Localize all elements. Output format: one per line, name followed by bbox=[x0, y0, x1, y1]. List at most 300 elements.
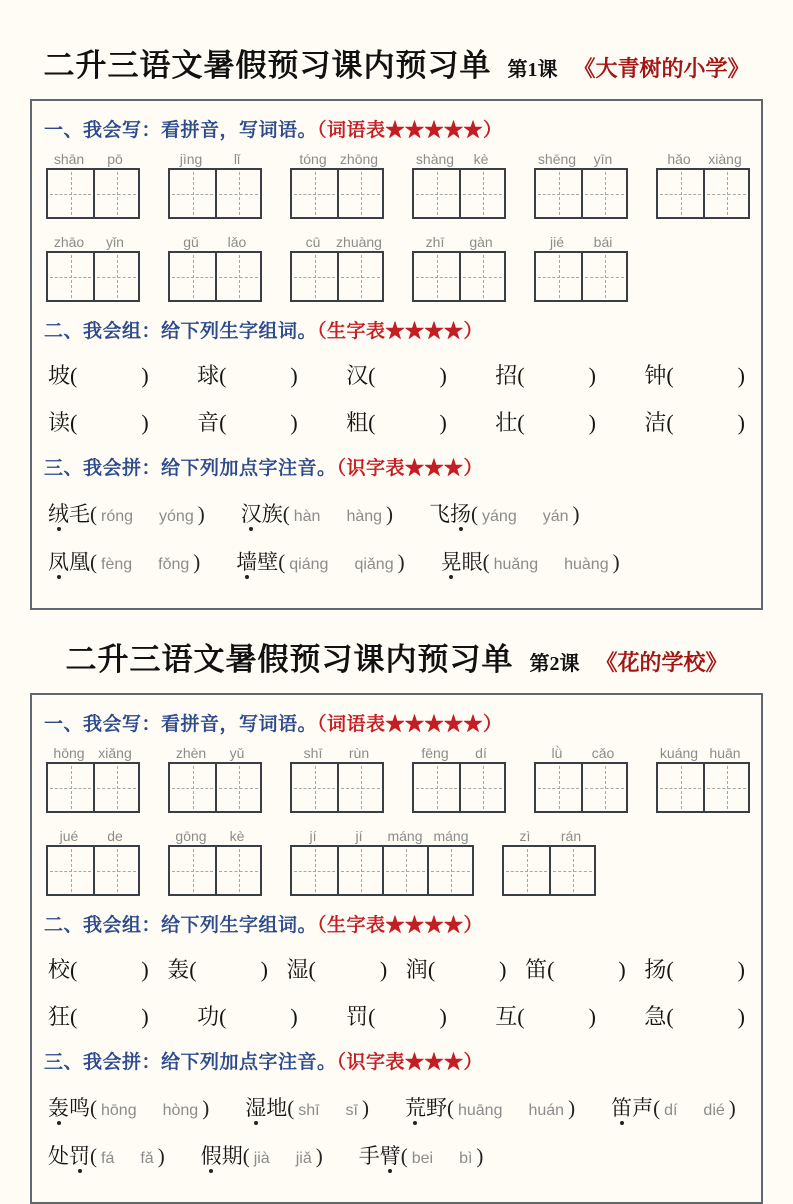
given-character: 功 bbox=[197, 1004, 220, 1029]
section-heading-text: 三、我会拼：给下列加点字注音。 bbox=[44, 458, 337, 479]
pinyin-syllable: zhōng bbox=[339, 151, 379, 167]
word-character: 壁 bbox=[257, 550, 279, 574]
pinyin-option-1[interactable]: shī bbox=[298, 1102, 320, 1119]
dotted-character: 假 bbox=[201, 1140, 222, 1170]
word-build-item bbox=[48, 1000, 149, 1031]
dotted-character: 扬 bbox=[450, 498, 471, 528]
pinyin-labels bbox=[290, 827, 474, 845]
close-paren: ) bbox=[612, 550, 620, 574]
pinyin-option-2[interactable]: yán bbox=[542, 508, 569, 525]
lesson-number: 第1课 bbox=[507, 59, 558, 81]
given-character: 壮 bbox=[495, 410, 518, 435]
close-paren: ) bbox=[141, 363, 149, 388]
pinyin-word-block bbox=[412, 233, 506, 302]
writing-cells bbox=[168, 168, 262, 219]
section-star-badge: （词语表★★★★★） bbox=[317, 714, 503, 735]
given-character: 扬 bbox=[644, 957, 667, 982]
open-paren: ( bbox=[189, 957, 197, 982]
pinyin-syllable: zì bbox=[519, 828, 531, 844]
word-build-item bbox=[644, 359, 745, 390]
annotate-word bbox=[441, 546, 483, 576]
section-heading-pinyin_write bbox=[44, 115, 749, 142]
pinyin-option-2[interactable]: bì bbox=[459, 1150, 473, 1167]
open-paren: ( bbox=[517, 1004, 525, 1029]
pinyin-word-block bbox=[290, 744, 384, 813]
close-paren: ) bbox=[397, 550, 405, 574]
annotate-item bbox=[441, 546, 620, 576]
word-build-item bbox=[197, 406, 298, 437]
close-paren: ) bbox=[193, 550, 201, 574]
pinyin-option-2[interactable]: yóng bbox=[159, 508, 194, 525]
close-paren: ) bbox=[315, 1144, 323, 1168]
given-character: 音 bbox=[197, 410, 220, 435]
open-paren: ( bbox=[517, 363, 525, 388]
annotate-word bbox=[405, 1092, 447, 1122]
close-paren: ) bbox=[202, 1096, 210, 1120]
annotate-word bbox=[236, 546, 278, 576]
writing-cell[interactable] bbox=[170, 764, 215, 811]
given-character: 钟 bbox=[644, 363, 667, 388]
open-paren: ( bbox=[219, 410, 227, 435]
pinyin-syllable: shàng bbox=[415, 151, 455, 167]
pinyin-grid-row bbox=[46, 233, 747, 302]
given-character: 狂 bbox=[48, 1004, 71, 1029]
pinyin-syllable: xiǎng bbox=[98, 745, 132, 761]
annotate-item bbox=[48, 546, 200, 576]
close-paren: ) bbox=[439, 1004, 447, 1029]
pinyin-option-2[interactable]: fǒng bbox=[158, 556, 190, 573]
annotate-word bbox=[241, 498, 283, 528]
writing-cell[interactable] bbox=[459, 253, 504, 300]
writing-cell[interactable] bbox=[93, 253, 138, 300]
pinyin-syllable: yīn bbox=[593, 151, 613, 167]
word-build-item bbox=[287, 953, 388, 984]
word-build-item bbox=[495, 406, 596, 437]
writing-cell[interactable] bbox=[581, 170, 626, 217]
writing-cell[interactable] bbox=[427, 847, 472, 894]
writing-cell[interactable] bbox=[581, 764, 626, 811]
pinyin-word-block bbox=[168, 744, 262, 813]
close-paren: ) bbox=[290, 1004, 298, 1029]
writing-cell[interactable] bbox=[459, 170, 504, 217]
writing-cell[interactable] bbox=[414, 170, 459, 217]
pinyin-syllable: shī bbox=[303, 745, 323, 761]
writing-cell[interactable] bbox=[215, 170, 260, 217]
pinyin-option-2[interactable]: qiǎng bbox=[354, 556, 394, 573]
pinyin-syllable: kuáng bbox=[659, 745, 699, 761]
close-paren: ) bbox=[588, 410, 596, 435]
section-heading-text: 一、我会写：看拼音，写词语。 bbox=[44, 120, 318, 141]
worksheet bbox=[30, 634, 763, 1204]
open-paren: ( bbox=[70, 363, 78, 388]
pinyin-labels bbox=[168, 233, 262, 251]
writing-cells bbox=[534, 762, 628, 813]
word-character: 飞 bbox=[429, 502, 451, 526]
dotted-character: 臂 bbox=[380, 1140, 401, 1170]
annotate-item bbox=[429, 498, 580, 528]
open-paren: ( bbox=[219, 363, 227, 388]
pinyin-option-1[interactable]: yáng bbox=[482, 508, 517, 525]
open-paren: ( bbox=[308, 957, 316, 982]
pinyin-labels bbox=[168, 150, 262, 168]
given-character: 湿 bbox=[286, 957, 309, 982]
close-paren: ) bbox=[260, 957, 268, 982]
page-title: 二升三语文暑假预习课内预习单 bbox=[43, 48, 492, 83]
pinyin-labels bbox=[656, 744, 750, 762]
pinyin-option-2[interactable]: hàng bbox=[346, 508, 383, 525]
writing-cell[interactable] bbox=[48, 253, 93, 300]
pinyin-labels bbox=[46, 233, 140, 251]
pinyin-grid-row bbox=[46, 827, 747, 896]
writing-cell[interactable] bbox=[337, 764, 382, 811]
writing-cell[interactable] bbox=[658, 764, 703, 811]
close-paren: ) bbox=[157, 1144, 165, 1168]
writing-cells bbox=[502, 845, 596, 896]
word-build-item bbox=[48, 953, 149, 984]
writing-cell[interactable] bbox=[292, 170, 337, 217]
pinyin-word-block bbox=[656, 150, 750, 219]
section-star-badge: （词语表★★★★★） bbox=[317, 120, 503, 141]
pinyin-option-2[interactable]: hòng bbox=[162, 1102, 199, 1119]
word-build-item bbox=[346, 406, 447, 437]
pinyin-labels bbox=[290, 233, 384, 251]
open-paren: ( bbox=[517, 410, 525, 435]
dotted-character: 凤 bbox=[48, 546, 69, 576]
writing-cell[interactable] bbox=[703, 170, 748, 217]
open-paren: ( bbox=[368, 410, 376, 435]
writing-cell[interactable] bbox=[292, 764, 337, 811]
writing-cell[interactable] bbox=[414, 764, 459, 811]
word-build-item bbox=[346, 1000, 447, 1031]
given-character: 校 bbox=[48, 957, 71, 982]
writing-cell[interactable] bbox=[93, 170, 138, 217]
word-character: 鸣 bbox=[69, 1096, 90, 1120]
given-character: 读 bbox=[48, 410, 71, 435]
writing-cell[interactable] bbox=[549, 847, 594, 894]
pinyin-option-2[interactable]: dié bbox=[703, 1102, 725, 1119]
pinyin-labels bbox=[412, 233, 506, 251]
writing-cell[interactable] bbox=[48, 170, 93, 217]
dotted-character: 晃 bbox=[441, 546, 462, 576]
writing-cell[interactable] bbox=[536, 170, 581, 217]
pinyin-labels bbox=[168, 827, 262, 845]
writing-cell[interactable] bbox=[48, 847, 93, 894]
open-paren: ( bbox=[471, 502, 479, 526]
pinyin-syllable: cū bbox=[305, 234, 321, 250]
annotate-word bbox=[48, 498, 90, 528]
pinyin-syllable: xiàng bbox=[708, 151, 742, 167]
pinyin-syllable: de bbox=[107, 828, 123, 844]
pinyin-syllable: gàn bbox=[469, 234, 493, 250]
writing-cells bbox=[46, 251, 140, 302]
close-paren: ) bbox=[572, 502, 580, 526]
writing-cell[interactable] bbox=[337, 847, 382, 894]
given-character: 笛 bbox=[525, 957, 548, 982]
writing-cell[interactable] bbox=[215, 253, 260, 300]
writing-cell[interactable] bbox=[48, 764, 93, 811]
pinyin-syllable: zhāo bbox=[53, 234, 85, 250]
pinyin-option-1[interactable]: huǎng bbox=[493, 556, 539, 573]
open-paren: ( bbox=[90, 550, 97, 574]
pinyin-syllable: jìng bbox=[179, 151, 203, 167]
close-paren: ) bbox=[476, 1144, 484, 1168]
writing-cells bbox=[534, 168, 628, 219]
writing-cells bbox=[168, 251, 262, 302]
word-character: 期 bbox=[221, 1144, 243, 1168]
given-character: 坡 bbox=[48, 363, 71, 388]
pinyin-word-block bbox=[168, 827, 262, 896]
word-build-item bbox=[495, 1000, 596, 1031]
pinyin-labels bbox=[46, 827, 140, 845]
writing-cell[interactable] bbox=[703, 764, 748, 811]
close-paren: ) bbox=[379, 957, 388, 982]
section-star-badge: （生字表★★★★） bbox=[317, 915, 484, 936]
close-paren: ) bbox=[141, 410, 149, 435]
writing-cell[interactable] bbox=[536, 764, 581, 811]
writing-cell[interactable] bbox=[337, 170, 382, 217]
pinyin-syllable: jué bbox=[59, 828, 79, 844]
given-character: 招 bbox=[495, 363, 518, 388]
given-character: 汉 bbox=[346, 363, 369, 388]
pinyin-option-1[interactable]: qiáng bbox=[289, 556, 329, 573]
word-character: 声 bbox=[632, 1096, 654, 1120]
writing-cell[interactable] bbox=[658, 170, 703, 217]
pinyin-word-block bbox=[534, 744, 628, 813]
pinyin-option-1[interactable]: dí bbox=[664, 1102, 678, 1119]
writing-cell[interactable] bbox=[93, 764, 138, 811]
dotted-character: 绒 bbox=[48, 498, 69, 528]
pinyin-labels bbox=[290, 150, 384, 168]
annotate-item bbox=[236, 546, 404, 576]
pinyin-labels bbox=[534, 233, 628, 251]
writing-cells bbox=[534, 251, 628, 302]
open-paren: ( bbox=[242, 1144, 250, 1168]
pinyin-option-1[interactable]: jià bbox=[253, 1150, 270, 1167]
open-paren: ( bbox=[278, 550, 286, 574]
annotate-item bbox=[611, 1092, 736, 1122]
pinyin-syllable: jí bbox=[355, 828, 363, 844]
close-paren: ) bbox=[439, 410, 447, 435]
pinyin-syllable: kè bbox=[229, 828, 245, 844]
pinyin-syllable: hōng bbox=[53, 745, 85, 761]
given-character: 润 bbox=[405, 957, 428, 982]
close-paren: ) bbox=[141, 957, 149, 982]
annotate-word bbox=[201, 1140, 243, 1170]
section-heading-annotate bbox=[44, 1047, 749, 1074]
pinyin-syllable: jí bbox=[309, 828, 317, 844]
pinyin-syllable: máng bbox=[387, 828, 423, 844]
close-paren: ) bbox=[197, 502, 205, 526]
annotate-row bbox=[48, 546, 745, 576]
word-build-item bbox=[495, 359, 596, 390]
writing-cell[interactable] bbox=[414, 253, 459, 300]
writing-cell[interactable] bbox=[215, 847, 260, 894]
section-heading-text: 二、我会组：给下列生字组词。 bbox=[44, 915, 318, 936]
given-character: 洁 bbox=[644, 410, 667, 435]
word-character: 手 bbox=[358, 1144, 380, 1168]
open-paren: ( bbox=[482, 550, 490, 574]
lesson-number: 第2课 bbox=[529, 653, 580, 675]
pinyin-word-block bbox=[534, 233, 628, 302]
word-build-item bbox=[48, 406, 149, 437]
writing-cell[interactable] bbox=[170, 253, 215, 300]
given-character: 罚 bbox=[346, 1004, 369, 1029]
pinyin-syllable: shān bbox=[53, 151, 85, 167]
close-paren: ) bbox=[588, 1004, 596, 1029]
open-paren: ( bbox=[90, 1144, 97, 1168]
writing-cell[interactable] bbox=[581, 253, 626, 300]
section-heading-text: 三、我会拼：给下列加点字注音。 bbox=[44, 1052, 337, 1073]
open-paren: ( bbox=[547, 957, 555, 982]
pinyin-word-block bbox=[46, 150, 140, 219]
open-paren: ( bbox=[427, 957, 436, 982]
pinyin-syllable: lǐ bbox=[233, 151, 241, 167]
pinyin-syllable: zhī bbox=[425, 234, 445, 250]
pinyin-syllable: cǎo bbox=[591, 745, 615, 761]
word-build-row bbox=[48, 953, 745, 984]
writing-cells bbox=[168, 762, 262, 813]
word-build-row bbox=[48, 1000, 745, 1031]
pinyin-option-2[interactable]: jiǎ bbox=[295, 1150, 312, 1167]
section-heading-word_build bbox=[44, 910, 749, 937]
lesson-title: 《花的学校》 bbox=[595, 650, 728, 675]
open-paren: ( bbox=[368, 363, 376, 388]
annotate-item bbox=[201, 1140, 323, 1170]
title-row bbox=[30, 40, 763, 85]
writing-cell[interactable] bbox=[337, 253, 382, 300]
pinyin-syllable: bái bbox=[593, 234, 613, 250]
writing-cell[interactable] bbox=[504, 847, 549, 894]
close-paren: ) bbox=[290, 363, 298, 388]
pinyin-syllable: huān bbox=[709, 745, 741, 761]
dotted-character: 墙 bbox=[236, 546, 257, 576]
given-character: 互 bbox=[495, 1004, 518, 1029]
annotate-word bbox=[611, 1092, 653, 1122]
pinyin-word-block bbox=[168, 233, 262, 302]
close-paren: ) bbox=[499, 957, 507, 982]
dotted-character: 荒 bbox=[405, 1092, 426, 1122]
annotate-item bbox=[48, 1140, 165, 1170]
open-paren: ( bbox=[90, 502, 97, 526]
pinyin-grid-row bbox=[46, 744, 747, 813]
pinyin-option-2[interactable]: huàng bbox=[564, 556, 609, 573]
annotate-row bbox=[48, 1092, 745, 1122]
section-heading-text: 二、我会组：给下列生字组词。 bbox=[44, 321, 318, 342]
pinyin-word-block bbox=[46, 744, 140, 813]
annotate-item bbox=[245, 1092, 369, 1122]
dotted-character: 笛 bbox=[611, 1092, 632, 1122]
writing-cells bbox=[290, 168, 384, 219]
pinyin-option-1[interactable]: fá bbox=[101, 1150, 115, 1167]
section-star-badge: （生字表★★★★） bbox=[317, 321, 484, 342]
worksheet bbox=[30, 40, 763, 610]
section-heading-text: 一、我会写：看拼音，写词语。 bbox=[44, 714, 318, 735]
pinyin-option-2[interactable]: sī bbox=[345, 1102, 358, 1119]
pinyin-syllable: gōng bbox=[175, 828, 207, 844]
pinyin-option-1[interactable]: huāng bbox=[457, 1102, 503, 1119]
pinyin-syllable: zhuàng bbox=[336, 234, 382, 250]
writing-cell[interactable] bbox=[536, 253, 581, 300]
lesson-title: 《大青树的小学》 bbox=[573, 56, 750, 81]
word-character: 眼 bbox=[461, 550, 483, 574]
writing-cells bbox=[46, 168, 140, 219]
pinyin-option-1[interactable]: bei bbox=[411, 1150, 434, 1167]
section-heading-word_build bbox=[44, 316, 749, 343]
pinyin-syllable: jié bbox=[549, 234, 564, 250]
writing-cells bbox=[46, 845, 140, 896]
pinyin-syllable: tóng bbox=[299, 151, 327, 167]
writing-cells bbox=[412, 251, 506, 302]
open-paren: ( bbox=[446, 1096, 454, 1120]
writing-cell[interactable] bbox=[93, 847, 138, 894]
open-paren: ( bbox=[219, 1004, 227, 1029]
close-paren: ) bbox=[588, 363, 596, 388]
annotate-word bbox=[429, 498, 471, 528]
close-paren: ) bbox=[618, 957, 626, 982]
pinyin-word-block bbox=[46, 827, 140, 896]
pinyin-option-2[interactable]: fǎ bbox=[140, 1150, 154, 1167]
writing-cell[interactable] bbox=[292, 847, 337, 894]
pinyin-syllable: dí bbox=[475, 745, 487, 761]
pinyin-option-1[interactable]: fèng bbox=[101, 556, 133, 573]
writing-cell[interactable] bbox=[382, 847, 427, 894]
section-heading-pinyin_write bbox=[44, 709, 749, 736]
pinyin-syllable: lǜ bbox=[551, 745, 563, 761]
pinyin-word-block bbox=[412, 744, 506, 813]
pinyin-syllable: yǐn bbox=[106, 234, 124, 250]
annotate-word bbox=[245, 1092, 287, 1122]
annotate-item bbox=[241, 498, 393, 528]
writing-cell[interactable] bbox=[292, 253, 337, 300]
writing-cell[interactable] bbox=[170, 170, 215, 217]
word-build-item bbox=[406, 953, 507, 984]
writing-cell[interactable] bbox=[170, 847, 215, 894]
annotate-item bbox=[405, 1092, 575, 1122]
pinyin-option-2[interactable]: huán bbox=[528, 1102, 565, 1119]
pinyin-option-1[interactable]: róng bbox=[101, 508, 134, 525]
pinyin-labels bbox=[290, 744, 384, 762]
pinyin-option-1[interactable]: hàn bbox=[293, 508, 321, 525]
pinyin-labels bbox=[502, 827, 596, 845]
pinyin-option-1[interactable]: hōng bbox=[101, 1102, 137, 1119]
pinyin-syllable: rùn bbox=[348, 745, 370, 761]
pinyin-syllable: máng bbox=[433, 828, 469, 844]
pinyin-syllable: pō bbox=[107, 151, 123, 167]
word-build-item bbox=[346, 359, 447, 390]
word-build-item bbox=[197, 1000, 298, 1031]
pinyin-syllable: yǔ bbox=[229, 745, 245, 761]
close-paren: ) bbox=[361, 1096, 369, 1120]
given-character: 急 bbox=[644, 1004, 667, 1029]
annotate-item bbox=[48, 1092, 209, 1122]
dotted-character: 轰 bbox=[48, 1092, 69, 1122]
annotate-word bbox=[48, 546, 90, 576]
close-paren: ) bbox=[737, 363, 745, 388]
pinyin-labels bbox=[168, 744, 262, 762]
writing-cells bbox=[290, 762, 384, 813]
writing-cell[interactable] bbox=[459, 764, 504, 811]
exercise-box bbox=[30, 99, 763, 610]
close-paren: ) bbox=[728, 1096, 736, 1120]
open-paren: ( bbox=[282, 502, 290, 526]
open-paren: ( bbox=[666, 957, 674, 982]
open-paren: ( bbox=[400, 1144, 408, 1168]
annotate-item bbox=[48, 498, 205, 528]
writing-cell[interactable] bbox=[215, 764, 260, 811]
pinyin-syllable: rán bbox=[560, 828, 582, 844]
given-character: 粗 bbox=[346, 410, 369, 435]
pinyin-syllable: fēng bbox=[421, 745, 449, 761]
